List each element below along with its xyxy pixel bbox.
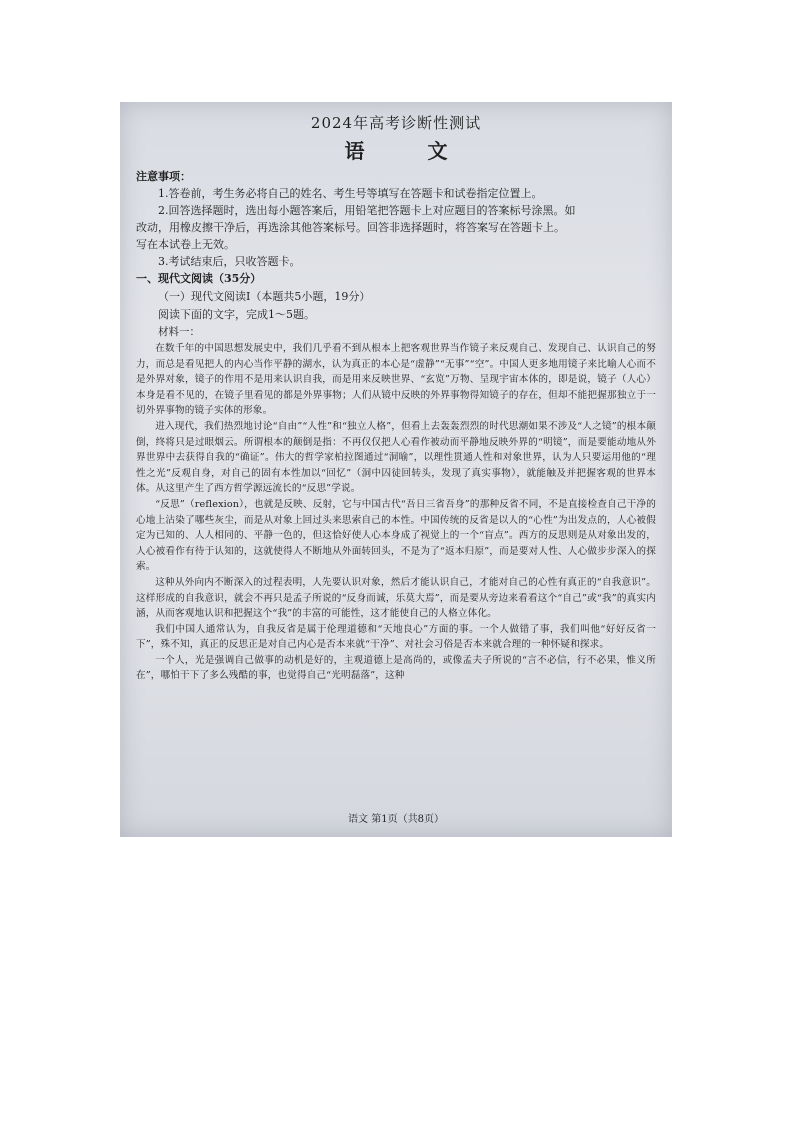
exam-page bbox=[136, 110, 656, 830]
instruction: 阅读下面的文字，完成1～5题。 bbox=[158, 308, 315, 321]
section-title: 一、现代文阅读（35分） bbox=[136, 272, 262, 285]
note-item: 1.答卷前，考生务必将自己的姓名、考生号等填写在答题卡和试卷指定位置上。 bbox=[158, 187, 543, 200]
note-item: 改动，用橡皮擦干净后，再选涂其他答案标号。回答非选择题时，将答案写在答题卡上。 bbox=[136, 221, 565, 234]
paragraph: 进入现代，我们热烈地讨论“自由”“人性”和“独立人格”，但看上去轰轰烈烈的时代思潮如果不涉及“人之镜”的根本颠倒，终将只是过眼烟云。所谓根本的颠倒是指：不再仅仅把人心看作被动而平静地反映外界的“明镜”，而是要能动地从外界世界中去获得自我的“确证”。伟大的哲学家柏拉图通过“洞喻”，以理性贯通人性和对象世界，认为人只要运用他的“理性之光”反观自身，对自己的固有本性加以“回忆”（洞中囚徒回转头，发现了真实事物），就能触及并把握客观的世界本体。从这里产生了西方哲学源远流长的“反思”学说。 bbox=[136, 420, 656, 495]
paragraph: “反思”（reflexion），也就是反映、反射，它与中国古代“吾日三省吾身”的那种反省不同，不是直接检查自己干净的心地上沾染了哪些灰尘，而是从对象上回过头来思索自己的本性。中国传统的反省是以人的“心性”为出发点的，人心被假定为已知的、人人相同的、平静一色的，但这恰好使人心本身成了视觉上的一个“盲点”。西方的反思则是从对象出发的，人心被看作有待于认知的，这就使得人不断地从外面转回头，不是为了“返本归原”，而是要对人性、人心做步步深入的探索。 bbox=[136, 498, 656, 573]
material-label: 材料一： bbox=[158, 326, 200, 338]
paragraph: 一个人，光是强调自己做事的动机是好的，主观道德上是高尚的，或像孟夫子所说的“言不必信，行不必果，惟义所在”，哪怕干下了多么残酷的事，也觉得自己“光明磊落”，这种 bbox=[136, 654, 656, 682]
paragraph: 这种从外向内不断深入的过程表明，人先要认识对象，然后才能认识自己，才能对自己的心性有真正的“自我意识”。这样形成的自我意识，就会不再只是孟子所说的“反身而诚，乐莫大焉”，而是要从旁边来看看这个“自己”或“我”的真实内涵，从而客观地认识和把握这个“我”的丰富的可能性，这才能使自己的人格立体化。 bbox=[136, 576, 656, 620]
note-item: 写在本试卷上无效。 bbox=[136, 238, 235, 251]
subsection-title: （一）现代文阅读Ⅰ（本题共5小题，19分） bbox=[158, 290, 371, 303]
paragraph: 我们中国人通常认为，自我反省是属于伦理道德和“天地良心”方面的事。一个人做错了事，我们叫他“好好反省一下”，殊不知，真正的反思正是对自己内心是否本来就“干净”、对社会习俗是否本来就合理的一种怀疑和探求。 bbox=[136, 623, 656, 651]
subject-title: 语 文 bbox=[344, 139, 476, 163]
paragraph: 在数千年的中国思想发展史中，我们几乎看不到从根本上把客观世界当作镜子来反观自己、发现自己、认识自己的努力，而总是看见把人的内心当作平静的湖水，认为真正的本心是“虚静”“无事”“空”。中国人更多地用镜子来比喻人心而不是外界对象，镜子的作用不是用来认识自我，而是用来反映世界、“玄览”万物、呈现宇宙本体的，即是说，镜子（人心）本身是看不见的，在镜子里看见的都是外界事物；人们从镜中反映的外界事物得知镜子的存在，但却不能把握那独立于一切外界事物的镜子实体的形象。 bbox=[136, 343, 656, 417]
exam-title: 2024年高考诊断性测试 bbox=[310, 114, 482, 132]
note-item: 2.回答选择题时，选出每小题答案后，用铅笔把答题卡上对应题目的答案标号涂黑。如 bbox=[158, 204, 576, 217]
scanned-photo bbox=[120, 102, 672, 837]
notes-heading: 注意事项： bbox=[136, 170, 191, 183]
page-footer: 语文 第1页（共8页） bbox=[348, 814, 444, 825]
note-item: 3.考试结束后，只收答题卡。 bbox=[158, 255, 301, 268]
